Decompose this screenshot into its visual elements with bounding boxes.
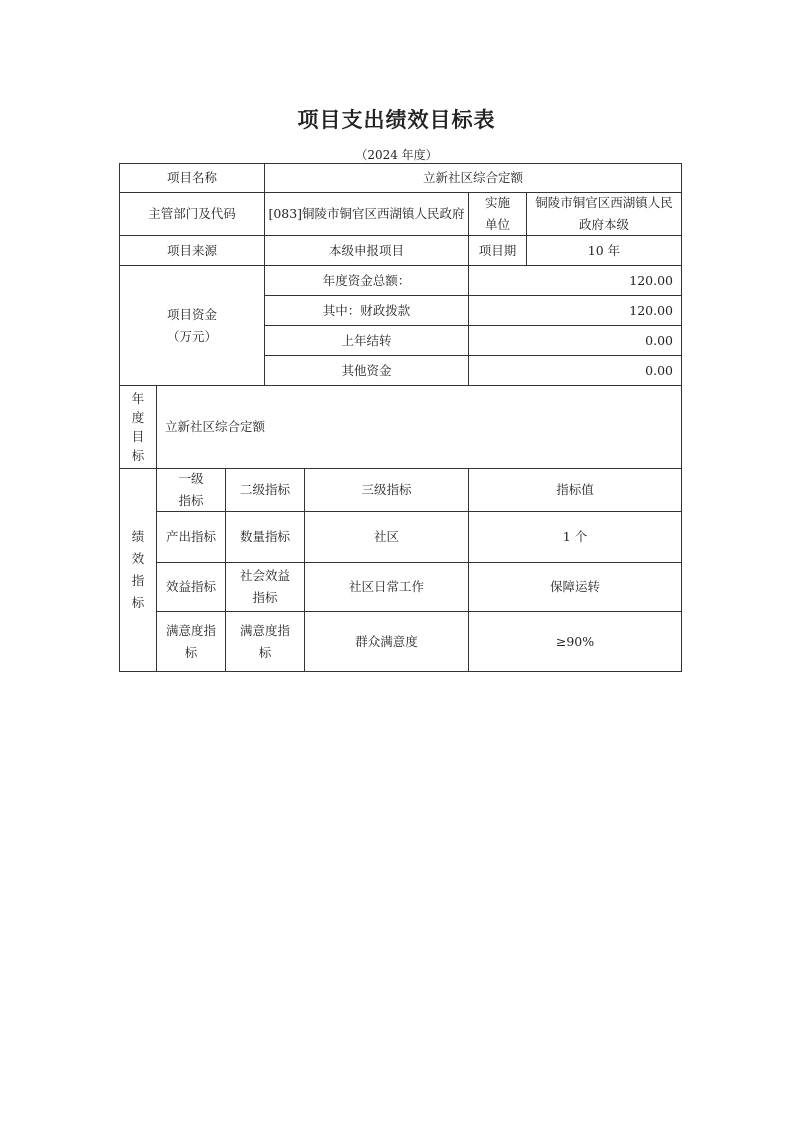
funds-carryover-value: 0.00 (468, 325, 682, 356)
funds-fiscal-value: 120.00 (468, 295, 682, 326)
funds-label-line2: （万元） (166, 328, 217, 344)
indicators-char: 绩 (131, 529, 145, 544)
indicator-row-level3: 群众满意度 (304, 611, 469, 672)
indicator-row-level2: 数量指标 (225, 511, 305, 563)
indicator-row-value: 1 个 (468, 511, 682, 563)
fiscal-year: （2024 年度） (355, 148, 438, 162)
header-level2: 二级指标 (225, 468, 305, 512)
indicator-row-level3: 社区 (304, 511, 469, 563)
funds-other-value: 0.00 (468, 355, 682, 386)
funds-total-value: 120.00 (468, 265, 682, 296)
dept-value: [083]铜陵市铜官区西湖镇人民政府 (264, 192, 469, 236)
impl-unit-label: 实施单位 (468, 192, 527, 236)
funds-label (119, 265, 265, 386)
project-name-label: 项目名称 (119, 163, 265, 193)
period-label: 项目期 (468, 235, 527, 266)
funds-total-label: 年度资金总额： (264, 265, 469, 296)
source-value: 本级申报项目 (264, 235, 469, 266)
funds-label-line1: 项目资金 (166, 306, 217, 322)
project-name-value: 立新社区综合定额 (264, 163, 682, 193)
period-value: 10 年 (526, 235, 682, 266)
impl-unit-value: 铜陵市铜官区西湖镇人民政府本级 (526, 192, 682, 236)
indicators-char: 标 (131, 595, 145, 610)
annual-goal-char: 标 (131, 448, 145, 463)
indicator-row-level1: 效益指标 (156, 562, 226, 612)
funds-carryover-label: 上年结转 (264, 325, 469, 356)
annual-goal-char: 度 (131, 410, 145, 425)
header-level3: 三级指标 (304, 468, 469, 512)
annual-goal-char: 年 (131, 391, 145, 406)
indicators-label (119, 468, 157, 672)
source-label: 项目来源 (119, 235, 265, 266)
indicator-row-level2: 满意度指标 (225, 611, 305, 672)
indicator-row-level1: 满意度指标 (156, 611, 226, 672)
indicators-char: 指 (131, 573, 145, 588)
annual-goal-value: 立新社区综合定额 (156, 385, 682, 469)
indicator-row-value: 保障运转 (468, 562, 682, 612)
annual-goal-char: 目 (131, 429, 145, 444)
funds-fiscal-label: 其中：财政拨款 (264, 295, 469, 326)
annual-goal-label (119, 385, 157, 469)
indicator-row-level2: 社会效益指标 (225, 562, 305, 612)
page-title: 项目支出绩效目标表 (297, 107, 496, 132)
dept-label: 主管部门及代码 (119, 192, 265, 236)
indicator-row-value: ≥90% (468, 611, 682, 672)
indicator-row-level1: 产出指标 (156, 511, 226, 563)
header-level1: 一级指标 (156, 468, 226, 512)
funds-other-label: 其他资金 (264, 355, 469, 386)
indicators-char: 效 (131, 551, 145, 566)
indicator-row-level3: 社区日常工作 (304, 562, 469, 612)
header-value: 指标值 (468, 468, 682, 512)
